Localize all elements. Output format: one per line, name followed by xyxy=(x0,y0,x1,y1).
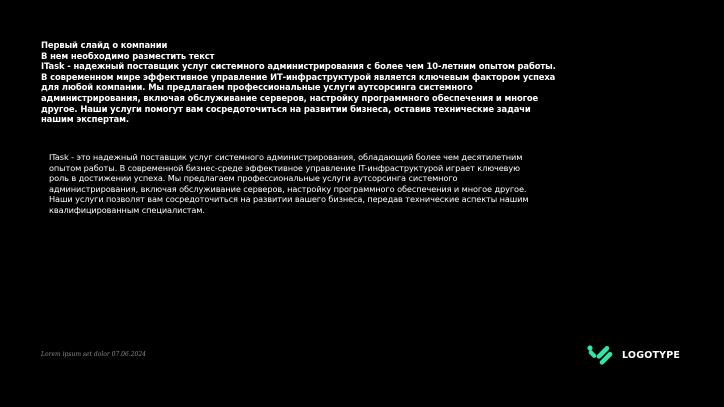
heading-line: Первый слайд о компании xyxy=(41,40,168,50)
footer-caption: Lorem ipsum set dolor 07.06.2024 xyxy=(41,351,146,358)
logo xyxy=(586,344,680,366)
heading-line: для любой компании. Мы предлагаем профессиональные услуги аутсорсинга системного xyxy=(41,82,473,93)
body-line: ITask - это надежный поставщик услуг системного администрирования, обладающий более чем десятилетним xyxy=(49,152,523,162)
heading-line: другое. Наши услуги помогут вам сосредоточиться на развитии бизнеса, оставив технические задачи xyxy=(41,103,531,114)
body-line: роль в достижении успеха. Мы предлагаем профессиональные услуги аутсорсинга системного xyxy=(49,173,458,184)
heading-text-block xyxy=(41,40,601,125)
body-text-block xyxy=(49,152,609,216)
heading-line: ITask - надежный поставщик услуг системного администрирования с более чем 10-летним опытом работы. xyxy=(41,61,556,72)
logo-text: LOGOTYPE xyxy=(622,349,681,361)
heading-line: нашим экспертам. xyxy=(41,114,129,125)
logo-mark-icon xyxy=(586,344,616,366)
heading-line: В современном мире эффективное управление ИТ-инфраструктурой является ключевым фактором успеха xyxy=(41,71,556,82)
body-line: Наши услуги позволят вам сосредоточиться на развитии вашего бизнеса, передав технические аспекты нашим xyxy=(49,194,529,205)
body-line: опытом работы. В современной бизнес-среде эффективное управление IT-инфраструктурой играет ключевую xyxy=(49,162,520,173)
heading-line: администрирования, включая обслуживание серверов, настройку программного обеспечения и многое xyxy=(41,92,539,103)
body-line: квалифицированным специалистам. xyxy=(49,204,205,215)
heading-line: В нем необходимо разместить текст xyxy=(41,50,215,61)
body-line: администрирования, включая обслуживание серверов, настройку программного обеспечения и многое другое. xyxy=(49,183,527,194)
